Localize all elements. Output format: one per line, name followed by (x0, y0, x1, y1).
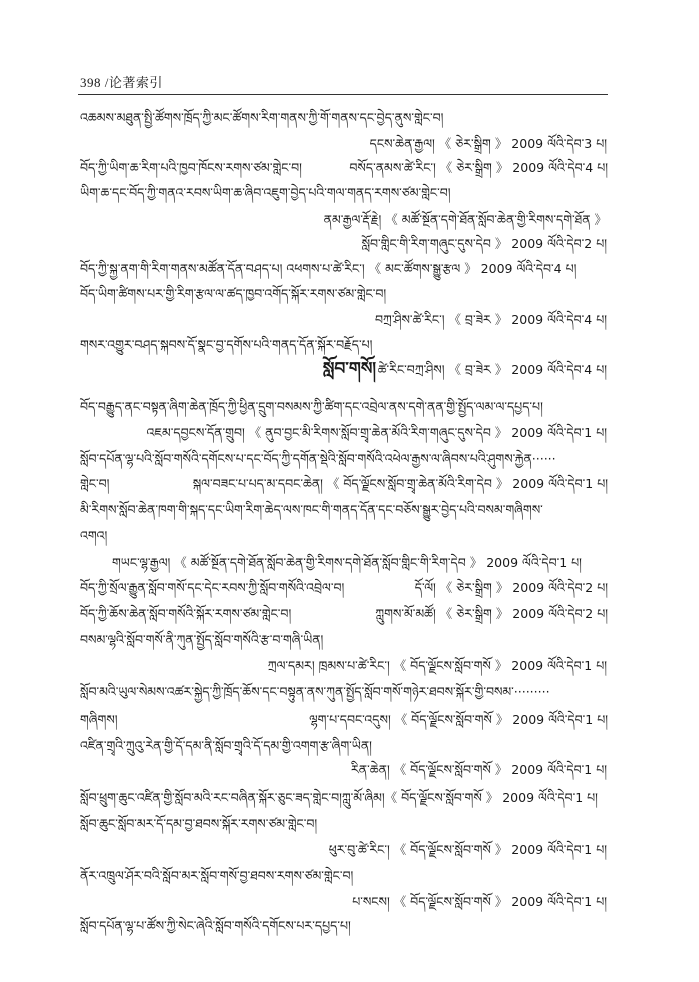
entry-title: འགའ། (80, 528, 108, 543)
entry-title: སློབ་ཆུང་སློབ་མར་དོ་དམ་བྱ་ཐབས་སྐོར་རགས་ཙམ་གླེང་བ། (80, 816, 318, 831)
entry-title: བོད་ཀྱི་ཆོས་ཆེན་སློབ་གསོའི་སྐོར་རགས་ཙམ་གླེང་བ། (80, 606, 292, 621)
entry-with-citation (80, 712, 608, 728)
entry-citation: སྐལ་བཟང་པ་པད་མ་དབང་ཆེན། 《 བོད་ལྗོངས་སློབ་གྲྭ་ཆེན་མོའི་རིག་དེབ 》 2009 ལོའི་དེབ་1 པ། (192, 476, 608, 491)
entry-citation: ཚེ་རིང་བཀྲ་ཤིས། 《 བྲ་ཟེར 》 2009 ལོའི་དེབ་4 པ། (377, 362, 607, 377)
entry-title: གསར་འགྱུར་བཤད་སྐབས་དོ་སྣང་བྱ་དགོས་པའི་གནད་དོན་སྐོར་བརྗོད་པ། (80, 337, 373, 352)
entry-citation: དངས་ཆེན་རྒྱལ། 《 ཅེར་སྒྲིག 》 2009 ལོའི་དེབ་3 པ། (369, 136, 607, 151)
running-header (80, 72, 163, 91)
entry-title: སློབ་དཔོན་ལྷ་པ་ཚོས་ཀྱི་སེང་ཞེའི་སློབ་གསོའི་དགོངས་པར་དཔྱད་པ། (80, 918, 351, 933)
header-separator: / (101, 75, 109, 90)
entry-title: སློབ་ཕྲུག་ཆུང་འཛིན་གྱི་སློབ་མའི་རང་བཞིན་སྐོར་ཅུང་ཟད་གླེང་བ།ཀླུ་མོ་ཞིམ།《 བོད་ལྗོངས་སློབ་གསོ 》 2009 ལོའི་དེབ་1 པ། (80, 790, 598, 805)
entry-title: སློབ་མའི་ཡུལ་སེམས་འཚར་སྐྱེད་ཀྱི་ཁྲོད་ཆོས་དང་བསྟུན་ནས་ཀུན་སྤྱོད་སློབ་གསོ་གཉེར་ཐབས་སྐོར་གྱི་བསམ་········· (80, 684, 550, 699)
entry-title: སློབ་དཔོན་ལྷ་པའི་སློབ་གསོའི་དགོངས་པ་དང་བོད་ཀྱི་དགོན་སྡེའི་སློབ་གསོའི་འཕེལ་རྒྱས་ལ་ཞིབས་པའི་ཤུགས་རྐྱེན······ (80, 451, 556, 466)
entry-title: ནོར་འཁྲུལ་ཤོར་བའི་སློབ་མར་སློབ་གསོ་བྱ་ཐབས་རགས་ཙམ་གླེང་བ། (80, 868, 354, 883)
entry-citation: ནམ་རྒྱལ་རྡོ་རྗེ། 《 མཚོ་སྔོན་དགེ་ཐོན་སློབ་ཆེན་གྱི་རིགས་དགེ་ཐོན 》 (323, 212, 607, 227)
entry-title: གཡང་ལྷ་རྒྱལ། 《 མཚོ་སྔོན་དགེ་ཐོན་སློབ་ཆེན་གྱི་རིགས་དགེ་ཐོན་སློབ་གླིང་གི་རིག་དེབ 》 2009 ལོའི་དེབ་1 པ། (112, 555, 582, 570)
entry-title: བོད་ཡིག་ཚིགས་པར་གྱི་རིག་རྩལ་ལ་ཚད་ཁྱབ་འགོད་སྐོར་རགས་ཙམ་གླེང་བ། (80, 286, 387, 301)
entry-title: བོད་ཀྱི་ཡིག་ཆ་རིག་པའི་ཁྱབ་ཁོངས་རགས་ཙམ་གླེང་བ། (80, 160, 302, 175)
entry-title: འཆམས་མཐུན་སྤྱི་ཚོགས་ཁྲོད་ཀྱི་མང་ཚོགས་རིག་གནས་ཀྱི་གོ་གནས་དང་བྱེད་ནུས་གླེང་བ། (80, 110, 444, 125)
header-rule (78, 94, 608, 95)
entry-title: བོད་བརྒྱུད་ནང་བསྟན་ཞིག་ཆེན་ཁྲོད་ཀྱི་ཕྱིན་དྲུག་བསམས་ཀྱི་ཚིག་དང་འབྲེལ་ནས་དགེ་ནན་གྱི་སྤྱོད་ལམ་ལ་དཔྱད་པ། (80, 399, 543, 414)
entry-citation: སློབ་གླིང་གི་རིག་གཞུང་དུས་དེབ 》 2009 ལོའི་དེབ་2 པ། (361, 236, 607, 251)
section-title: སློབ་གསོ། (322, 359, 377, 379)
entry-citation: རིན་ཆེན། 《 བོད་ལྗོངས་སློབ་གསོ 》 2009 ལོའི་དེབ་1 པ། (350, 762, 607, 777)
entry-title: འཛིན་གྲྭའི་ཀྲུའུ་རེན་གྱི་དོ་དམ་ནི་སློབ་གྲྭའི་དོ་དམ་གྱི་འགག་རྩ་ཞིག་ཡིན། (80, 738, 372, 753)
entry-citation: ཀླུགས་མོ་མཚོ། 《 ཅེར་སྒྲིག 》 2009 ལོའི་དེབ་2 པ། (375, 606, 608, 621)
entry-citation: དོ་ལོ། 《 ཅེར་སྒྲིག 》 2009 ལོའི་དེབ་2 པ། (414, 580, 608, 595)
entry-title: བོད་ཀྱི་སྲོལ་རྒྱུན་སློབ་གསོ་དང་དེང་རབས་ཀྱི་སློབ་གསོའི་འབྲེལ་བ། (80, 580, 345, 595)
entry-with-citation (80, 606, 608, 622)
entry-title: གླེང་བ། (80, 476, 110, 491)
entry-with-citation (80, 160, 608, 176)
entry-with-citation (80, 580, 608, 596)
entry-title: མི་རིགས་སློབ་ཆེན་ཁག་གི་སྐད་དང་ཡིག་རིག་ཆེད་ལས་ཁང་གི་གནད་དོན་དང་བཅོས་སྒྱུར་བྱེད་པའི་བསམ་གཞིགས་ (80, 502, 543, 517)
entry-title: ཡིག་ཆ་དང་བོད་ཀྱི་གནའ་རབས་ཡིག་ཆ་ཞིབ་འཇུག་བྱེད་པའི་གལ་གནད་རགས་ཙམ་གླེང་བ། (80, 185, 451, 200)
entry-citation: བཀྲ་ཤིས་ཚེ་རིང་། 《 བྲ་ཟེར 》 2009 ལོའི་དེབ་4 པ། (375, 312, 607, 327)
page-number: 398 (80, 75, 101, 90)
entry-citation: ལྷག་པ་དབང་འདུས། 《 བོད་ལྗོངས་སློབ་གསོ 》 2009 ལོའི་དེབ་1 པ། (309, 712, 608, 727)
entry-citation: ཕུར་བུ་ཚེ་རིང་། 《 བོད་ལྗོངས་སློབ་གསོ 》 2009 ལོའི་དེབ་1 པ། (328, 842, 607, 857)
entry-with-citation (80, 476, 608, 492)
entry-title: བོད་ཀྱི་སྐྱ་ནག་གི་རིག་གནས་མཚོན་དོན་བཤད་པ། འཕགས་པ་ཚེ་རིང་། 《 མང་ཚོགས་སྒྱུ་རྩལ 》 2009 ལོའི་དེབ་4 པ། (80, 261, 577, 276)
entry-citation: བསོད་ནམས་ཚེ་རིང་། 《 ཅེར་སྒྲིག 》 2009 ལོའི་དེབ་4 པ། (349, 160, 608, 175)
entry-citation: ཀྲལ་དམར། ཁྲམས་པ་ཚེ་རིང་། 《 བོད་ལྗོངས་སློབ་གསོ 》 2009 ལོའི་དེབ་1 པ། (267, 658, 607, 673)
entry-title: གཞིགས། (80, 712, 118, 727)
entry-title: བསམ་ལྷའི་སློབ་གསོ་ནི་ཀུན་སྤྱོད་སློབ་གསོའི་རྩ་བ་གཞི་ཡིན། (80, 632, 324, 647)
book-title: 论著索引 (108, 75, 163, 90)
entry-citation: འཇམ་དབྱངས་དོན་གྲུབ། 《 ནུབ་བྱང་མི་རིགས་སློབ་གྲྭ་ཆེན་མོའི་རིག་གཞུང་དུས་དེབ 》 2009 ལོའི་དེབ་1 པ། (146, 425, 607, 440)
entry-citation: པ་སངས། 《 བོད་ལྗོངས་སློབ་གསོ 》 2009 ལོའི་དེབ་1 པ། (352, 894, 607, 909)
